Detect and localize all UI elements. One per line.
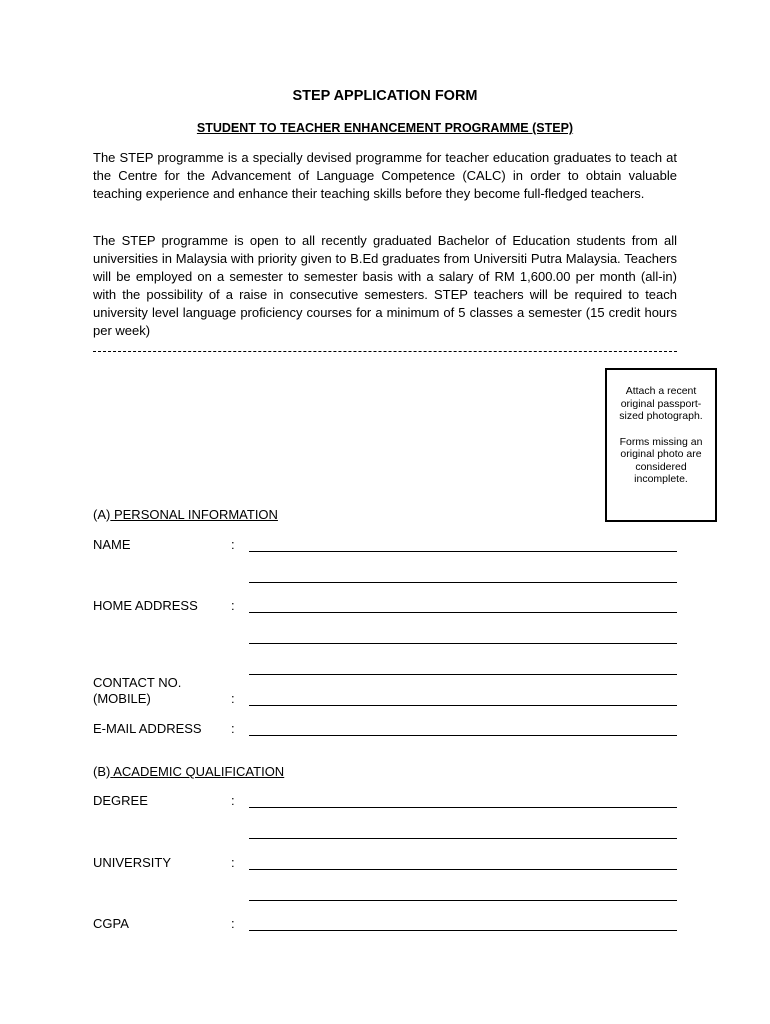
email-colon: :	[231, 721, 235, 736]
intro-paragraph: The STEP programme is a specially devised programme for teacher education graduates to teach at the Centre for the Advancement of Language Competence (CALC) in order to obtain valuable teaching experience and enhance their teaching skills before they become full-fledged teachers.	[93, 150, 677, 201]
email-label: E-MAIL ADDRESS	[93, 721, 202, 736]
cgpa-field-line[interactable]	[249, 930, 677, 931]
degree-field-line-1[interactable]	[249, 807, 677, 808]
section-b-prefix: (B)	[93, 764, 111, 779]
photo-instruction: Attach a recent original passport-sized photograph.	[619, 385, 703, 422]
section-b-heading	[93, 764, 284, 779]
name-field-line-1[interactable]	[249, 551, 677, 552]
home-address-field-line-3[interactable]	[249, 674, 677, 675]
home-address-field-line-2[interactable]	[249, 643, 677, 644]
university-label: UNIVERSITY	[93, 855, 172, 870]
cgpa-colon: :	[231, 916, 235, 931]
degree-field-line-2[interactable]	[249, 838, 677, 839]
form-title: STEP APPLICATION FORM	[292, 88, 478, 104]
cgpa-label: CGPA	[93, 916, 129, 931]
section-b-title: ACADEMIC QUALIFICATION	[113, 764, 285, 779]
contact-label	[93, 675, 181, 707]
section-a-prefix: (A)	[93, 507, 111, 522]
home-address-label: HOME ADDRESS	[93, 598, 198, 613]
passport-photo-box[interactable]	[605, 368, 717, 522]
form-subtitle: STUDENT TO TEACHER ENHANCEMENT PROGRAMME (STEP)	[196, 121, 574, 135]
email-field-line[interactable]	[249, 735, 677, 736]
home-address-field-line-1[interactable]	[249, 612, 677, 613]
name-field-line-2[interactable]	[249, 582, 677, 583]
degree-colon: :	[231, 793, 235, 808]
eligibility-paragraph: The STEP programme is open to all recently graduated Bachelor of Education students from all universities in Malaysia with priority given to B.Ed graduates from Universiti Putra Malaysia. Teachers will be employed on a semester to semester basis with a salary of RM 1,600.00 per month (all-in) with the possibility of a raise in consecutive semesters. STEP teachers will be required to teach university level language proficiency courses for a minimum of 5 classes a semester (15 credit hours per week)	[93, 233, 677, 338]
university-field-line-2[interactable]	[249, 900, 677, 901]
contact-field-line[interactable]	[249, 705, 677, 706]
contact-label-line-1: CONTACT NO.	[93, 675, 182, 690]
dashed-divider	[93, 351, 677, 352]
section-a-heading	[93, 507, 278, 522]
photo-warning: Forms missing an original photo are considered incomplete.	[619, 435, 703, 485]
university-field-line-1[interactable]	[249, 869, 677, 870]
name-label: NAME	[93, 537, 131, 552]
home-address-colon: :	[231, 598, 235, 613]
section-a-title: PERSONAL INFORMATION	[113, 507, 278, 522]
degree-label: DEGREE	[93, 793, 148, 808]
contact-label-line-2: (MOBILE)	[93, 691, 151, 706]
university-colon: :	[231, 855, 235, 870]
contact-colon: :	[231, 691, 235, 706]
name-colon: :	[231, 537, 235, 552]
